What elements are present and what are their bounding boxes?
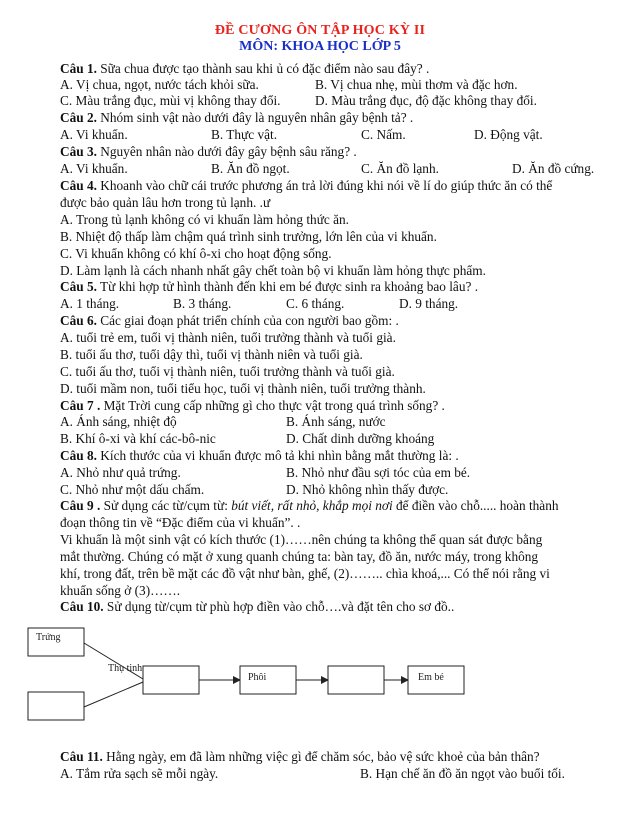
answer-option: C. Ăn đồ lạnh.: [361, 161, 439, 176]
question-text: Từ khi hợp tử hình thành đến khi em bé được sinh ra khoảng bao lâu? .: [96, 279, 479, 294]
answer-option: B. 3 tháng.: [173, 296, 232, 311]
question-text-continued: đoạn thông tin về “Đặc điểm của vi khuẩn”. .: [60, 515, 301, 530]
passage-line: mắt thường. Chúng có mặt ở xung quanh chúng ta: bàn tay, đồ ăn, nước máy, trong không: [60, 549, 539, 564]
answer-option: B. Khí ô-xi và khí các-bô-nic: [60, 431, 216, 446]
document-subtitle: MÔN: KHOA HỌC LỚP 5: [239, 39, 401, 54]
document-title: ĐỀ CƯƠNG ÔN TẬP HỌC KỲ II: [214, 23, 426, 38]
answer-option: C. Màu trắng đục, mùi vị không thay đổi.: [60, 93, 281, 108]
answer-option: A. 1 tháng.: [60, 296, 120, 311]
question-number: Câu 1.: [60, 61, 97, 76]
answer-option: C. Nhỏ như một dấu chấm.: [60, 482, 205, 497]
question-text: Sữa chua được tạo thành sau khi ủ có đặc điểm nào sau đây? .: [96, 61, 430, 76]
answer-option: D. 9 tháng.: [399, 296, 459, 311]
answer-option: A. Tắm rửa sạch sẽ mỗi ngày.: [60, 766, 219, 781]
embryo-label: Phôi: [248, 672, 267, 683]
answer-option: B. Thực vật.: [211, 127, 278, 142]
question-number: Câu 11.: [60, 749, 103, 764]
answer-option: B. Ánh sáng, nước: [286, 414, 386, 429]
question-text: Nguyên nhân nào dưới đây gây bệnh sâu răng? .: [96, 144, 357, 159]
answer-option: A. Nhỏ như quả trứng.: [60, 465, 181, 480]
question-number: Câu 4.: [60, 178, 97, 193]
answer-option: C. 6 tháng.: [286, 296, 345, 311]
answer-option: A. Ánh sáng, nhiệt độ: [60, 414, 177, 429]
answer-option: A. Vị chua, ngọt, nước tách khỏi sữa.: [60, 77, 259, 92]
passage-line: khí, trong đất, trên bề mặt các đồ vật như bàn, ghế, (2)…….. chìa khoá,... Có thể nói rằng vi: [60, 566, 550, 581]
answer-option: D. Nhỏ không nhìn thấy được.: [286, 482, 449, 497]
question-text: Kích thước của vi khuẩn được mô tả khi nhìn bằng mắt thường là: .: [96, 448, 459, 463]
baby-label: Em bé: [418, 672, 444, 683]
word-bank: bút viết, rất nhỏ, khắp mọi nơi: [231, 498, 393, 513]
question-text: Hằng ngày, em đã làm những việc gì để chăm sóc, bảo vệ sức khoẻ của bản thân?: [102, 749, 540, 764]
answer-option: D. Chất dinh dưỡng khoáng: [286, 431, 435, 446]
answer-option: D. Ăn đồ cứng.: [512, 161, 595, 176]
answer-option: D. Làm lạnh là cách nhanh nhất gây chết toàn bộ vi khuẩn làm hỏng thực phẩm.: [60, 263, 486, 278]
question-text: Khoanh vào chữ cái trước phương án trả lời đúng khi nói về lí do giúp thức ăn có thể: [96, 178, 553, 193]
egg-label: Trứng: [36, 632, 61, 643]
answer-option: A. Vi khuẩn.: [60, 161, 128, 176]
blank-box: [143, 666, 199, 694]
answer-option: D. Động vật.: [474, 127, 543, 142]
question-number: Câu 6.: [60, 313, 97, 328]
question-text: Nhóm sinh vật nào dưới đây là nguyên nhân gây bệnh tả? .: [96, 110, 414, 125]
answer-option: D. Màu trắng đục, độ đặc không thay đổi.: [315, 93, 537, 108]
blank-box: [328, 666, 384, 694]
answer-option: B. Hạn chế ăn đồ ăn ngọt vào buổi tối.: [360, 766, 565, 781]
question-text: Mặt Trời cung cấp những gì cho thực vật trong quá trình sống? .: [100, 398, 445, 413]
question-text: Sử dụng các từ/cụm từ:: [100, 498, 232, 513]
question-number: Câu 7 .: [60, 398, 101, 413]
question-number: Câu 5.: [60, 279, 97, 294]
answer-option: B. Vị chua nhẹ, mùi thơm và đặc hơn.: [315, 77, 518, 92]
question-11: [60, 749, 540, 765]
passage-line: Vi khuẩn là một sinh vật có kích thước (1)……nên chúng ta không thể quan sát được bằng: [60, 532, 543, 547]
answer-option: C. Vi khuẩn không có khí ô-xi cho hoạt động sống.: [60, 246, 332, 261]
question-text: Sử dụng từ/cụm từ phù hợp điền vào chỗ….và đặt tên cho sơ đồ..: [103, 599, 455, 614]
question-number: Câu 8.: [60, 448, 97, 463]
answer-option: B. Ăn đồ ngọt.: [211, 161, 290, 176]
question-number: Câu 9 .: [60, 498, 101, 513]
connector-line: [84, 682, 143, 707]
answer-option: A. tuổi trẻ em, tuổi vị thành niên, tuổi trưởng thành và tuổi già.: [60, 330, 396, 345]
answer-option: B. tuổi ấu thơ, tuổi dậy thì, tuổi vị thành niên và tuổi già.: [60, 347, 363, 362]
question-number: Câu 10.: [60, 599, 104, 614]
answer-option: A. Trong tủ lạnh không có vi khuẩn làm hỏng thức ăn.: [60, 212, 350, 227]
passage-line: khuẩn sống ở (3)…….: [60, 583, 181, 598]
answer-option: C. tuổi ấu thơ, tuổi vị thành niên, tuổi trưởng thành và tuổi già.: [60, 364, 395, 379]
answer-option: B. Nhiệt độ thấp làm chậm quá trình sinh trưởng, lớn lên của vi khuẩn.: [60, 229, 437, 244]
answer-option: B. Nhỏ như đầu sợi tóc của em bé.: [286, 465, 471, 480]
answer-option: A. Vi khuẩn.: [60, 127, 128, 142]
question-text: Các giai đoạn phát triển chính của con người bao gồm: .: [96, 313, 399, 328]
fertilization-label: Thụ tinh: [108, 663, 143, 674]
question-text: để điền vào chỗ..... hoàn thành: [392, 498, 559, 513]
question-number: Câu 2.: [60, 110, 97, 125]
question-number: Câu 3.: [60, 144, 97, 159]
blank-box: [28, 692, 84, 720]
answer-option: D. tuổi mầm non, tuổi tiểu học, tuổi vị thành niên, tuổi trưởng thành.: [60, 381, 426, 396]
answer-option: C. Nấm.: [361, 127, 406, 142]
question-text-continued: được bảo quản lâu hơn trong tủ lạnh. .ư: [60, 195, 271, 210]
